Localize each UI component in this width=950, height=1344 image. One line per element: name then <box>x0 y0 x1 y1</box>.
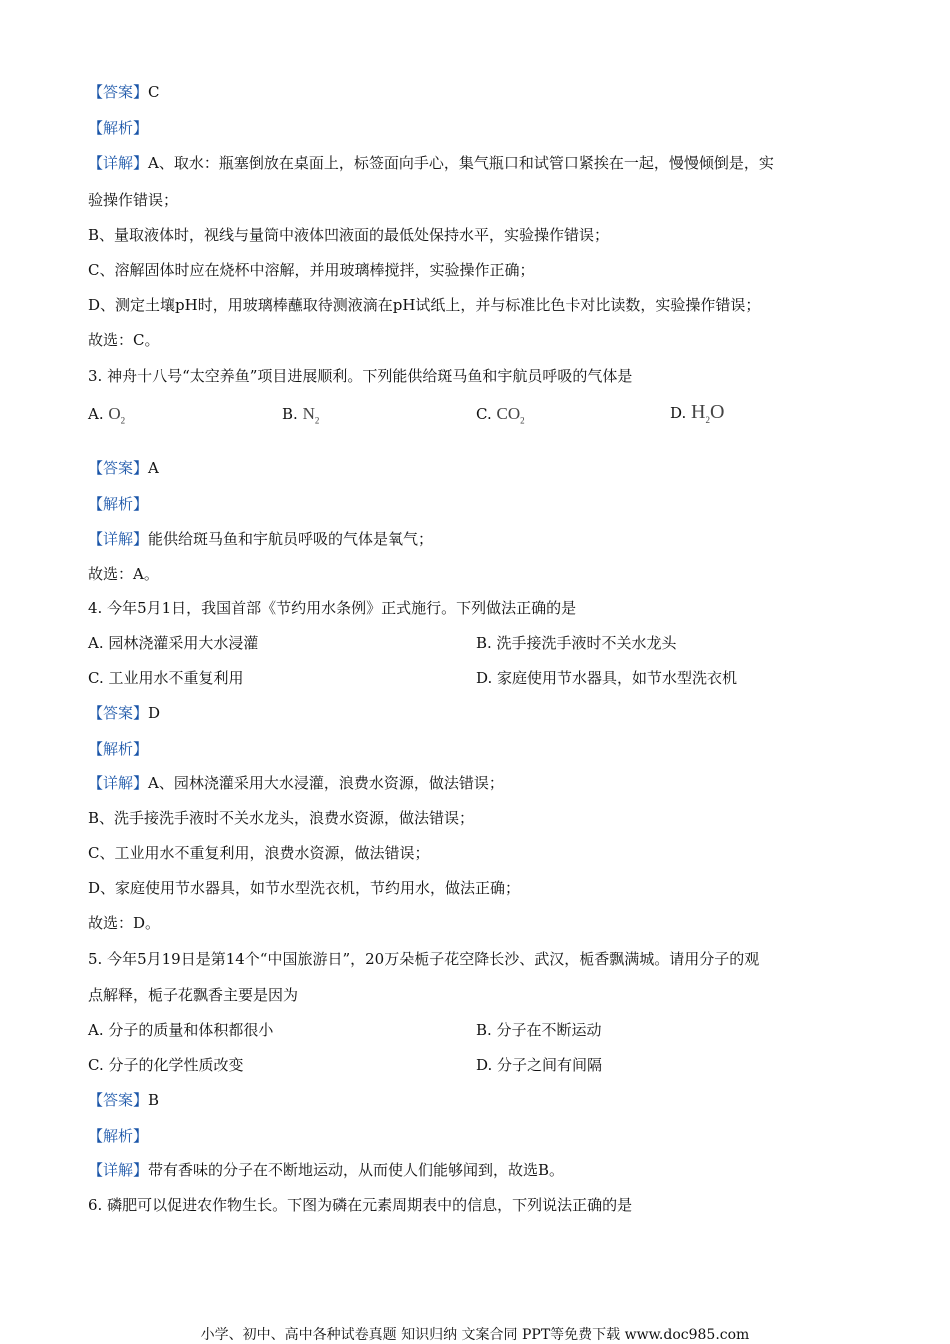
detail-text: A、取水：瓶塞倒放在桌面上，标签面向手心，集气瓶口和试管口紧挨在一起，慢慢倾倒是，实 <box>148 154 774 172</box>
analysis-tag: 【解析】 <box>88 740 149 758</box>
question-stem: 3. 神舟十八号“太空养鱼”项目进展顺利。下列能供给斑马鱼和宇航员呼吸的气体是 <box>88 367 633 385</box>
option-b: B. 分子在不断运动 <box>476 1021 602 1039</box>
detail-tag: 【详解】 <box>88 154 149 172</box>
detail-text: A、园林浇灌采用大水浸灌，浪费水资源，做法错误； <box>148 774 504 792</box>
answer-tag: 【答案】 <box>88 83 149 101</box>
option-a: A. 园林浇灌采用大水浸灌 <box>88 634 259 652</box>
option-d: D. 分子之间有间隔 <box>476 1056 603 1074</box>
option-c <box>476 404 525 430</box>
answer-line <box>88 703 160 723</box>
question-stem: 4. 今年5月1日，我国首部《节约用水条例》正式施行。下列做法正确的是 <box>88 599 577 617</box>
detail-line: 故选：A。 <box>88 565 159 583</box>
option-label: D. <box>670 404 687 422</box>
detail-text: 带有香味的分子在不断地运动，从而使人们能够闻到，故选B。 <box>148 1161 565 1179</box>
analysis-tag: 【解析】 <box>88 1127 149 1145</box>
formula: $H_2O$ <box>691 401 725 425</box>
detail-line <box>88 529 433 549</box>
option-c: C. 工业用水不重复利用 <box>88 669 244 687</box>
answer-value: D <box>148 704 161 722</box>
answer-tag: 【答案】 <box>88 459 149 477</box>
analysis-tag: 【解析】 <box>88 119 149 137</box>
detail-tag: 【详解】 <box>88 774 149 792</box>
option-b: B. 洗手接洗手液时不关水龙头 <box>476 634 677 652</box>
detail-line: B、洗手接洗手液时不关水龙头，浪费水资源，做法错误； <box>88 809 475 827</box>
formula: $CO_2$ <box>496 404 525 426</box>
answer-tag: 【答案】 <box>88 1091 149 1109</box>
detail-line: C、溶解固体时应在烧杯中溶解，并用玻璃棒搅拌，实验操作正确； <box>88 261 535 279</box>
question-stem: 点解释，栀子花飘香主要是因为 <box>88 986 299 1004</box>
answer-line <box>88 1090 159 1110</box>
option-d <box>670 402 724 430</box>
formula: $O_2$ <box>108 404 126 426</box>
page-footer: 小学、初中、高中各种试卷真题 知识归纳 文案合同 PPT等免费下载 www.doc985.com <box>200 1327 750 1343</box>
detail-line <box>88 773 504 793</box>
option-c: C. 分子的化学性质改变 <box>88 1056 244 1074</box>
detail-line: 故选：D。 <box>88 914 161 932</box>
question-stem: 5. 今年5月19日是第14个“中国旅游日”，20万朵栀子花空降长沙、武汉，栀香飘满城。请用分子的观 <box>88 950 760 968</box>
question-stem: 6. 磷肥可以促进农作物生长。下图为磷在元素周期表中的信息，下列说法正确的是 <box>88 1196 633 1214</box>
answer-tag: 【答案】 <box>88 704 149 722</box>
analysis-tag: 【解析】 <box>88 495 149 513</box>
detail-text: 能供给斑马鱼和宇航员呼吸的气体是氧气； <box>148 530 434 548</box>
detail-line <box>88 1160 564 1180</box>
answer-line <box>88 82 160 102</box>
answer-line <box>88 458 159 478</box>
option-label: A. <box>88 405 104 423</box>
option-label: B. <box>282 405 298 423</box>
answer-value: A <box>148 459 159 477</box>
detail-line: 验操作错误； <box>88 191 179 209</box>
option-a <box>88 404 125 430</box>
answer-value: C <box>148 83 160 101</box>
formula: $N_2$ <box>302 404 320 426</box>
detail-tag: 【详解】 <box>88 530 149 548</box>
detail-tag: 【详解】 <box>88 1161 149 1179</box>
option-label: C. <box>476 405 492 423</box>
option-b <box>282 404 319 430</box>
option-a: A. 分子的质量和体积都很小 <box>88 1021 274 1039</box>
detail-line: D、测定土壤pH时，用玻璃棒蘸取待测液滴在pH试纸上，并与标准比色卡对比读数，实验操作错误； <box>88 296 761 314</box>
answer-value: B <box>148 1091 160 1109</box>
detail-line: C、工业用水不重复利用，浪费水资源，做法错误； <box>88 844 430 862</box>
detail-line: D、家庭使用节水器具，如节水型洗衣机，节约用水，做法正确； <box>88 879 521 897</box>
detail-line: B、量取液体时，视线与量筒中液体凹液面的最低处保持水平，实验操作错误； <box>88 226 610 244</box>
detail-line <box>88 153 774 173</box>
detail-line: 故选：C。 <box>88 331 160 349</box>
option-d: D. 家庭使用节水器具，如节水型洗衣机 <box>476 669 738 687</box>
